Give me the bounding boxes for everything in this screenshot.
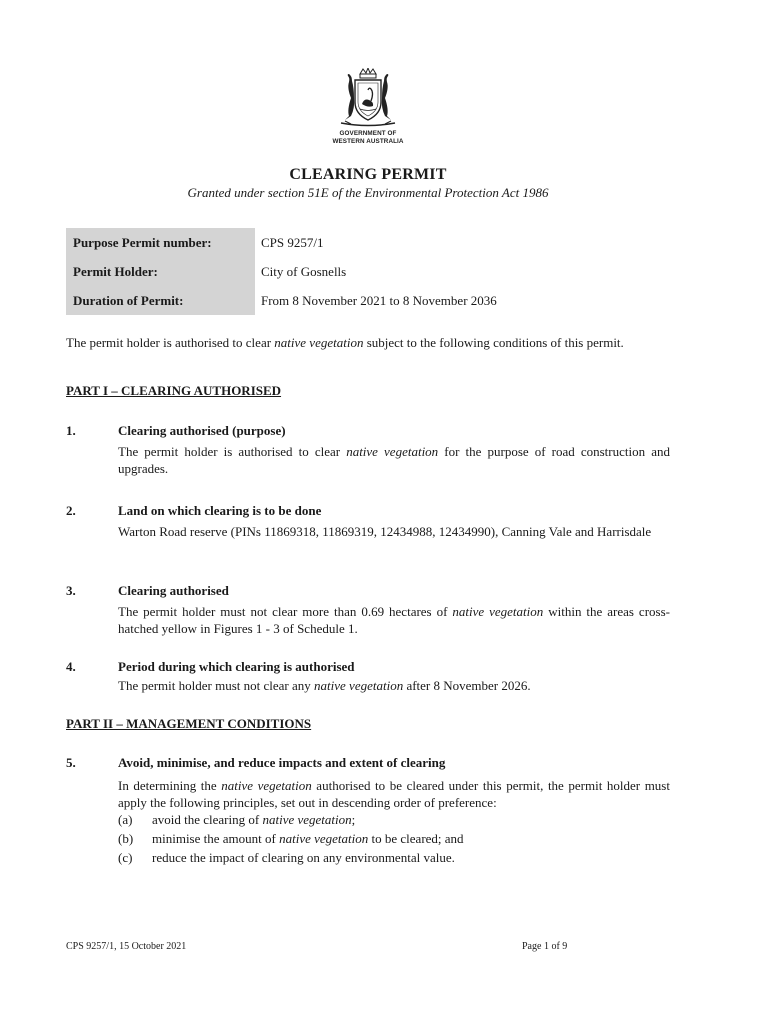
permit-duration-value: From 8 November 2021 to 8 November 2036 (261, 292, 497, 308)
condition-number: 4. (66, 659, 76, 674)
intro-term: native vegetation (274, 335, 364, 350)
permit-number-row (66, 228, 672, 257)
condition-number: 1. (66, 423, 76, 438)
condition-text: In determining the (118, 778, 222, 793)
footer-reference: CPS 9257/1, 15 October 2021 (66, 941, 187, 952)
permit-holder-value: City of Gosnells (261, 263, 347, 279)
part1-heading: PART I – CLEARING AUTHORISED (66, 383, 282, 398)
permit-duration-label: Duration of Permit: (66, 286, 255, 315)
document-subtitle: Granted under section 51E of the Environmental Protection Act 1986 (187, 185, 549, 200)
condition-term: native vegetation (221, 778, 312, 793)
crest-caption-line2: WESTERN AUSTRALIA (332, 137, 404, 145)
list-text (152, 831, 464, 847)
condition-term: native vegetation (346, 444, 439, 459)
list-text-pre: avoid the clearing of (152, 811, 263, 827)
list-text (152, 850, 455, 866)
condition-title: Land on which clearing is to be done (118, 503, 322, 518)
list-marker: (b) (118, 830, 134, 846)
condition-text-end: for the purpose of road construction and upgrades. (118, 444, 670, 476)
list-term: native vegetation (279, 830, 369, 846)
permit-holder-row (66, 257, 672, 286)
condition-body (118, 444, 670, 477)
permit-number-value: CPS 9257/1 (261, 234, 324, 250)
condition-title: Clearing authorised (118, 583, 229, 598)
condition-body (118, 604, 670, 637)
intro-text: The permit holder is authorised to clear (66, 335, 275, 350)
list-text-pre: minimise the amount of (152, 830, 280, 846)
condition-text: The permit holder must not clear more than 0.69 hectares of (118, 604, 453, 619)
list-text-pre: reduce the impact of clearing on any environmental value. (152, 849, 455, 865)
condition-text: The permit holder must not clear any (118, 678, 315, 693)
condition-title: Clearing authorised (purpose) (118, 423, 286, 438)
principles-list (118, 810, 670, 867)
list-text-post: ; (351, 811, 356, 827)
list-marker: (a) (118, 811, 133, 827)
list-text-post: to be cleared; and (368, 830, 464, 846)
condition-title: Avoid, minimise, and reduce impacts and extent of clearing (118, 755, 446, 770)
crest-caption-line1: GOVERNMENT OF (339, 130, 397, 137)
intro-paragraph (66, 335, 672, 352)
crest-caption (322, 130, 414, 145)
condition-body (118, 778, 670, 811)
condition-text-end: after 8 November 2026. (403, 678, 531, 693)
list-text (152, 812, 355, 828)
list-item (118, 848, 670, 867)
condition-text-end: within the areas cross-hatched yellow in Figures 1 - 3 of Schedule 1. (118, 604, 670, 636)
permit-number-label: Purpose Permit number: (66, 228, 255, 257)
condition-term: native vegetation (314, 678, 404, 693)
list-term: native vegetation (262, 811, 352, 827)
list-item (118, 829, 670, 848)
footer-page-number: Page 1 of 9 (522, 941, 568, 952)
part2-heading: PART II – MANAGEMENT CONDITIONS (66, 716, 312, 731)
document-title: CLEARING PERMIT (289, 166, 447, 183)
condition-body: Warton Road reserve (PINs 11869318, 11869319, 12434988, 12434990), Canning Vale and Harrisdale (118, 524, 652, 539)
condition-number: 3. (66, 583, 76, 598)
list-item (118, 810, 670, 829)
intro-text-end: subject to the following conditions of this permit. (363, 335, 624, 350)
list-marker: (c) (118, 849, 133, 865)
condition-number: 2. (66, 503, 76, 518)
condition-body (118, 678, 670, 695)
condition-text-end: authorised to be cleared under this permit, the permit holder must apply the following principles, set out in descending order of preference: (118, 778, 670, 810)
condition-title: Period during which clearing is authorised (118, 659, 355, 674)
permit-details-table (66, 228, 672, 315)
permit-duration-row (66, 286, 672, 315)
condition-text: The permit holder is authorised to clear (118, 444, 347, 459)
condition-term: native vegetation (452, 604, 544, 619)
condition-number: 5. (66, 755, 76, 770)
permit-holder-label: Permit Holder: (66, 257, 255, 286)
